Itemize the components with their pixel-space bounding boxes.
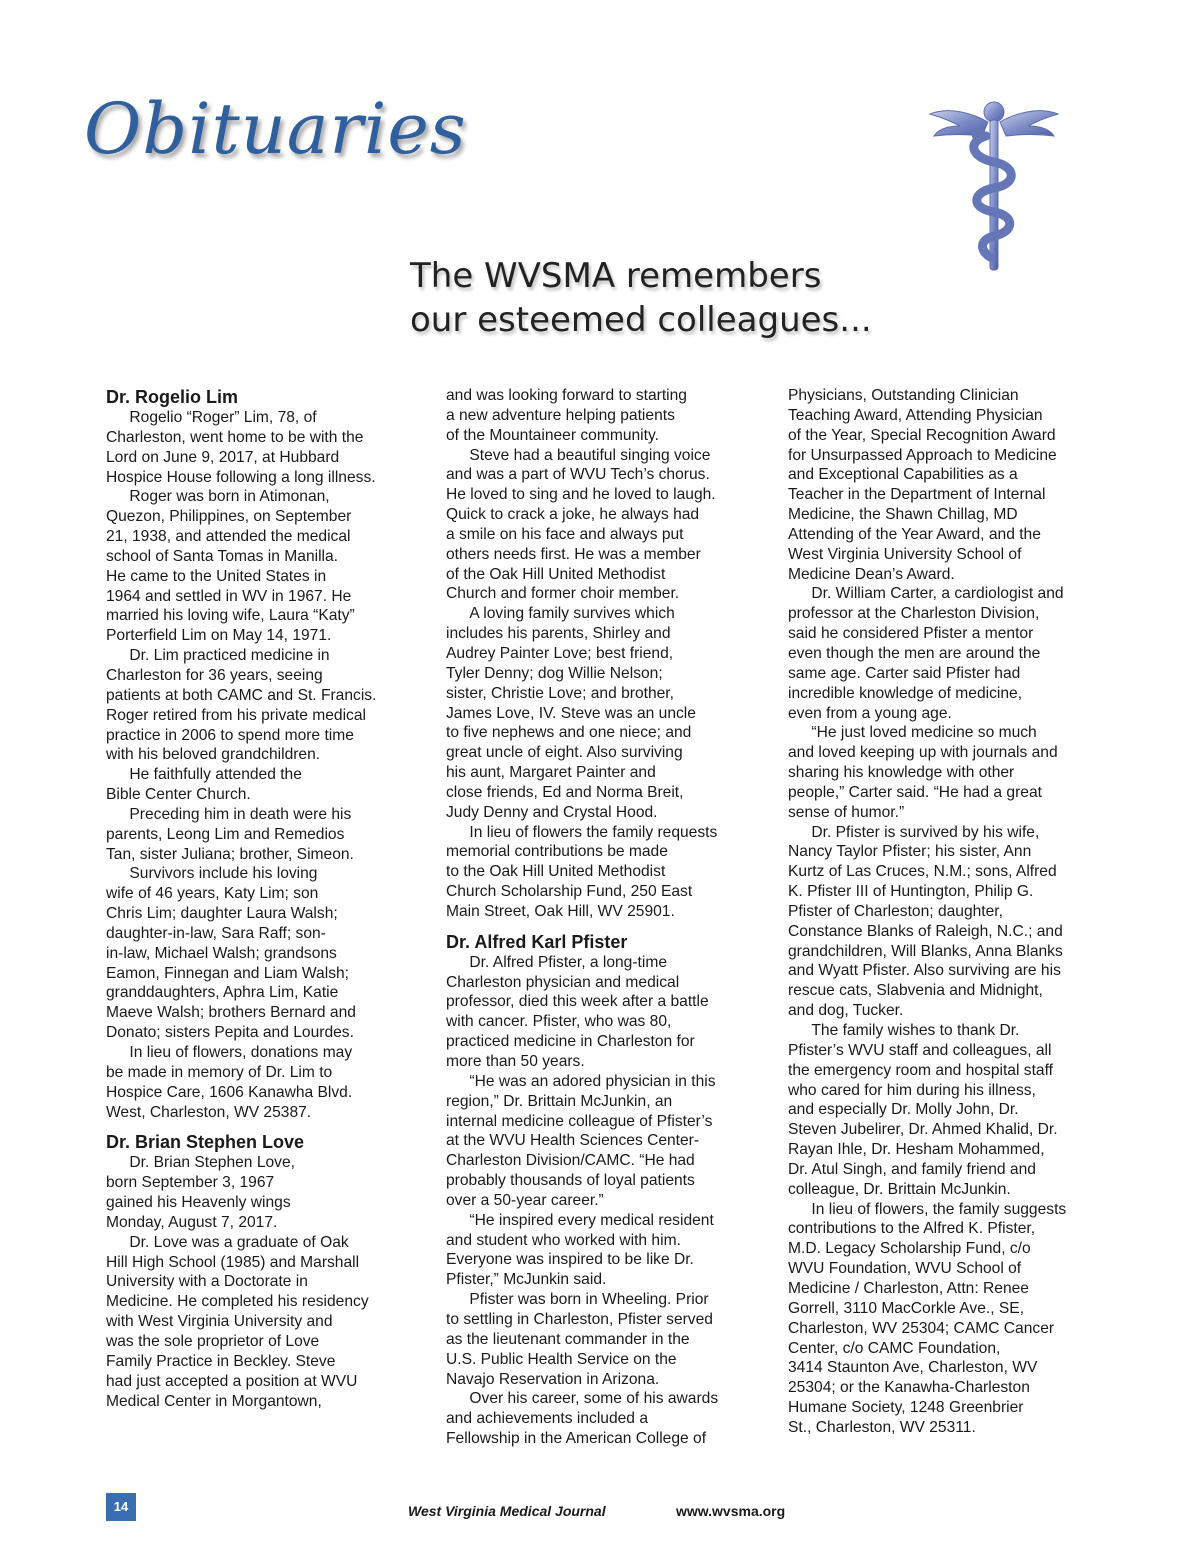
text-line: Navajo Reservation in Arizona. <box>446 1370 660 1388</box>
text-line: of the Oak Hill United Methodist <box>446 565 666 583</box>
text-line: Nancy Taylor Pfister; his sister, Ann <box>788 843 1032 861</box>
text-line: grandchildren, Will Blanks, Anna Blanks <box>788 942 1063 960</box>
text-line: Center, c/o CAMC Foundation, <box>788 1339 1001 1357</box>
text-line: Tyler Denny; dog Willie Nelson; <box>446 664 663 682</box>
text-line: a smile on his face and always put <box>446 525 684 543</box>
text-line: a new adventure helping patients <box>446 406 675 424</box>
text-line: Quezon, Philippines, on September <box>106 508 352 526</box>
text-line: at the WVU Health Sciences Center- <box>446 1132 700 1150</box>
text-line: sharing his knowledge with other <box>788 764 1015 782</box>
text-line: He came to the United States in <box>106 567 327 585</box>
text-line: Dr. William Carter, a cardiologist and <box>788 585 1064 603</box>
text-line: be made in memory of Dr. Lim to <box>106 1063 333 1081</box>
footer-journal-name: West Virginia Medical Journal <box>408 1503 606 1519</box>
text-line: The family wishes to thank Dr. <box>788 1022 1020 1039</box>
obituary-heading: Dr. Alfred Karl Pfister <box>446 931 628 952</box>
obituary-heading: Dr. Rogelio Lim <box>106 387 239 407</box>
text-line: wife of 46 years, Katy Lim; son <box>106 885 319 903</box>
text-line: great uncle of eight. Also surviving <box>446 744 683 762</box>
text-line: and was a part of WVU Tech’s chorus. <box>446 466 710 484</box>
text-line: Church and former choir member. <box>446 585 680 603</box>
text-line: for Unsurpassed Approach to Medicine <box>788 446 1057 464</box>
text-line: Audrey Painter Love; best friend, <box>446 644 674 662</box>
text-line: practice in 2006 to spend more time <box>106 726 354 744</box>
text-line: “He was an adored physician in this <box>446 1072 716 1090</box>
text-line: professor, died this week after a battle <box>446 993 709 1011</box>
text-line: of the Mountaineer community. <box>446 426 659 444</box>
text-line: West Virginia University School of <box>788 545 1022 563</box>
text-line: and dog, Tucker. <box>788 1002 904 1020</box>
text-line: parents, Leong Lim and Remedios <box>106 825 345 843</box>
text-line: Dr. Love was a graduate of Oak <box>106 1233 349 1251</box>
text-line: over a 50-year career.” <box>446 1191 604 1209</box>
page-number-badge: 14 <box>106 1493 136 1521</box>
text-line: James Love, IV. Steve was an uncle <box>446 704 696 722</box>
footer-website: www.wvsma.org <box>676 1503 786 1519</box>
text-line: Chris Lim; daughter Laura Walsh; <box>106 905 338 923</box>
text-line: more than 50 years. <box>446 1053 585 1070</box>
text-line: to five nephews and one niece; and <box>446 724 692 742</box>
text-line: his aunt, Margaret Painter and <box>446 764 656 782</box>
text-line: Steven Jubelirer, Dr. Ahmed Khalid, Dr. <box>788 1121 1058 1139</box>
text-line: even from a young age. <box>788 704 952 722</box>
text-line: internal medicine colleague of Pfister’s <box>446 1112 713 1130</box>
text-line: Judy Denny and Crystal Hood. <box>446 803 658 821</box>
text-line: Rogelio “Roger” Lim, 78, of <box>106 409 317 426</box>
section-gap <box>106 1122 416 1131</box>
text-line: Preceding him in death were his <box>106 805 352 823</box>
text-line: Pfister,” McJunkin said. <box>446 1271 607 1289</box>
text-line: had just accepted a position at WVU <box>106 1372 358 1390</box>
text-line: with his beloved grandchildren. <box>106 746 321 764</box>
text-line: Eamon, Finnegan and Liam Walsh; <box>106 964 349 982</box>
text-line: He loved to sing and he loved to laugh. <box>446 486 716 504</box>
text-line: Pfister of Charleston; daughter, <box>788 902 1003 920</box>
text-line: as the lieutenant commander in the <box>446 1330 690 1348</box>
text-line: 3414 Staunton Ave, Charleston, WV <box>788 1359 1038 1377</box>
text-line: M.D. Legacy Scholarship Fund, c/o <box>788 1240 1031 1258</box>
text-line: Pfister was born in Wheeling. Prior <box>446 1291 709 1309</box>
section-title: Obituaries <box>84 88 467 170</box>
text-line: rescue cats, Slabvenia and Midnight, <box>788 982 1043 1000</box>
text-line: sense of humor.” <box>788 803 905 821</box>
text-line: Dr. Brian Stephen Love, <box>106 1154 295 1172</box>
text-line: Physicians, Outstanding Clinician <box>788 387 1019 404</box>
text-line: with cancer. Pfister, who was 80, <box>446 1013 672 1031</box>
text-line: same age. Carter said Pfister had <box>788 664 1021 682</box>
text-line: Charleston, WV 25304; CAMC Cancer <box>788 1319 1055 1337</box>
text-line: 25304; or the Kanawha-Charleston <box>788 1379 1030 1397</box>
text-line: Medical Center in Morgantown, <box>106 1392 322 1410</box>
text-line: people,” Carter said. “He had a great <box>788 783 1042 801</box>
text-line: born September 3, 1967 <box>106 1174 275 1192</box>
subtitle <box>410 254 930 342</box>
text-line: and loved keeping up with journals and <box>788 744 1058 762</box>
text-line: Charleston physician and medical <box>446 973 680 991</box>
text-line: includes his parents, Shirley and <box>446 625 671 643</box>
text-line: Medicine. He completed his residency <box>106 1293 369 1311</box>
text-line: incredible knowledge of medicine, <box>788 684 1023 702</box>
text-line: gained his Heavenly wings <box>106 1194 291 1212</box>
text-line: 21, 1938, and attended the medical <box>106 528 351 546</box>
text-line: A loving family survives which <box>446 605 675 623</box>
text-line: Everyone was inspired to be like Dr. <box>446 1251 694 1269</box>
text-line: West, Charleston, WV 25387. <box>106 1103 312 1121</box>
text-line: contributions to the Alfred K. Pfister, <box>788 1220 1036 1238</box>
text-line: Medicine Dean’s Award. <box>788 565 955 583</box>
text-line: colleague, Dr. Brittain McJunkin. <box>788 1180 1011 1198</box>
text-line: In lieu of flowers, donations may <box>106 1044 353 1061</box>
text-line: and student who worked with him. <box>446 1231 681 1249</box>
text-line: patients at both CAMC and St. Francis. <box>106 686 377 704</box>
text-line: Hill High School (1985) and Marshall <box>106 1253 360 1271</box>
text-line: Monday, August 7, 2017. <box>106 1213 278 1231</box>
obituary-heading: Dr. Brian Stephen Love <box>106 1132 305 1153</box>
text-line: school of Santa Tomas in Manilla. <box>106 547 339 565</box>
text-line: Dr. Pfister is survived by his wife, <box>788 823 1040 841</box>
text-line: Charleston for 36 years, seeing <box>106 666 323 684</box>
text-line: St., Charleston, WV 25311. <box>788 1418 976 1436</box>
text-line: Lord on June 9, 2017, at Hubbard <box>106 448 340 466</box>
text-line: Gorrell, 3110 MacCorkle Ave., SE, <box>788 1299 1025 1317</box>
text-line: K. Pfister III of Huntington, Philip G. <box>788 883 1034 901</box>
text-line: Tan, sister Juliana; brother, Simeon. <box>106 845 354 863</box>
text-line: Attending of the Year Award, and the <box>788 525 1041 543</box>
text-line: sister, Christie Love; and brother, <box>446 684 674 702</box>
text-line: Church Scholarship Fund, 250 East <box>446 883 693 901</box>
text-line: WVU Foundation, WVU School of <box>788 1260 1022 1278</box>
text-line: He faithfully attended the <box>106 766 302 784</box>
text-line: to settling in Charleston, Pfister served <box>446 1310 713 1328</box>
text-line: was the sole proprietor of Love <box>106 1332 320 1350</box>
text-line: U.S. Public Health Service on the <box>446 1350 677 1368</box>
subtitle-line-2: our esteemed colleagues... <box>410 300 872 340</box>
text-line: and was looking forward to starting <box>446 387 687 404</box>
text-line: memorial contributions be made <box>446 843 668 861</box>
text-line: Kurtz of Las Cruces, N.M.; sons, Alfred <box>788 863 1057 881</box>
text-line: Constance Blanks of Raleigh, N.C.; and <box>788 922 1063 940</box>
text-line: Dr. Alfred Pfister, a long-time <box>446 953 667 971</box>
text-line: even though the men are around the <box>788 644 1041 662</box>
text-column-2 <box>446 386 762 1449</box>
text-line: Roger retired from his private medical <box>106 706 366 724</box>
text-line: Hospice Care, 1606 Kanawha Blvd. <box>106 1083 353 1101</box>
text-line: to the Oak Hill United Methodist <box>446 863 666 881</box>
text-line: Roger was born in Atimonan, <box>106 488 330 506</box>
text-line: and especially Dr. Molly John, Dr. <box>788 1101 1019 1119</box>
text-line: and achievements included a <box>446 1410 648 1428</box>
text-line: with West Virginia University and <box>106 1313 333 1331</box>
subtitle-line-1: The WVSMA remembers <box>410 256 822 296</box>
text-line: Quick to crack a joke, he always had <box>446 506 700 524</box>
text-line: Fellowship in the American College of <box>446 1430 707 1448</box>
text-line: and Wyatt Pfister. Also surviving are his <box>788 962 1061 980</box>
text-line: Maeve Walsh; brothers Bernard and <box>106 1004 356 1022</box>
text-line: and Exceptional Capabilities as a <box>788 466 1018 484</box>
text-line: of the Year, Special Recognition Award <box>788 426 1056 444</box>
text-line: Medicine / Charleston, Attn: Renee <box>788 1279 1029 1297</box>
text-line: the emergency room and hospital staff <box>788 1061 1053 1079</box>
text-line: daughter-in-law, Sara Raff; son- <box>106 924 326 942</box>
text-line: University with a Doctorate in <box>106 1273 308 1291</box>
text-line: In lieu of flowers, the family suggests <box>788 1200 1067 1218</box>
text-line: granddaughters, Aphra Lim, Katie <box>106 984 339 1002</box>
text-line: “He just loved medicine so much <box>788 724 1037 742</box>
text-column-1 <box>106 386 416 1411</box>
text-line: in-law, Michael Walsh; grandsons <box>106 944 337 962</box>
section-gap <box>446 922 762 931</box>
text-line: probably thousands of loyal patients <box>446 1172 695 1190</box>
text-line: Humane Society, 1248 Greenbrier <box>788 1399 1024 1417</box>
text-line: Bible Center Church. <box>106 786 251 804</box>
text-line: Charleston Division/CAMC. “He had <box>446 1152 695 1170</box>
text-line: Medicine, the Shawn Chillag, MD <box>788 506 1018 524</box>
text-line: region,” Dr. Brittain McJunkin, an <box>446 1092 673 1110</box>
text-line: Hospice House following a long illness. <box>106 468 376 486</box>
caduceus-icon <box>926 92 1062 280</box>
text-line: In lieu of flowers the family requests <box>446 823 718 841</box>
text-line: Family Practice in Beckley. Steve <box>106 1352 336 1370</box>
text-line: said he considered Pfister a mentor <box>788 625 1034 643</box>
text-line: Dr. Atul Singh, and family friend and <box>788 1160 1036 1178</box>
text-line: practiced medicine in Charleston for <box>446 1033 695 1051</box>
text-line: Teaching Award, Attending Physician <box>788 406 1043 424</box>
text-line: 1964 and settled in WV in 1967. He <box>106 587 352 605</box>
text-line: Charleston, went home to be with the <box>106 428 364 446</box>
text-line: Steve had a beautiful singing voice <box>446 446 711 464</box>
text-line: Porterfield Lim on May 14, 1971. <box>106 627 332 645</box>
text-line: Main Street, Oak Hill, WV 25901. <box>446 902 675 920</box>
text-line: professor at the Charleston Division, <box>788 605 1040 623</box>
text-column-3 <box>788 386 1098 1438</box>
text-line: Rayan Ihle, Dr. Hesham Mohammed, <box>788 1141 1045 1159</box>
text-line: Pfister’s WVU staff and colleagues, all <box>788 1041 1052 1059</box>
text-line: Dr. Lim practiced medicine in <box>106 647 330 665</box>
text-line: married his loving wife, Laura “Katy” <box>106 607 355 625</box>
text-line: “He inspired every medical resident <box>446 1211 714 1229</box>
text-line: Teacher in the Department of Internal <box>788 486 1046 504</box>
text-line: close friends, Ed and Norma Breit, <box>446 783 684 801</box>
text-line: Survivors include his loving <box>106 865 318 883</box>
text-line: others needs first. He was a member <box>446 545 701 563</box>
text-line: Donato; sisters Pepita and Lourdes. <box>106 1024 354 1042</box>
text-line: Over his career, some of his awards <box>446 1390 719 1408</box>
text-line: who cared for him during his illness, <box>788 1081 1036 1099</box>
